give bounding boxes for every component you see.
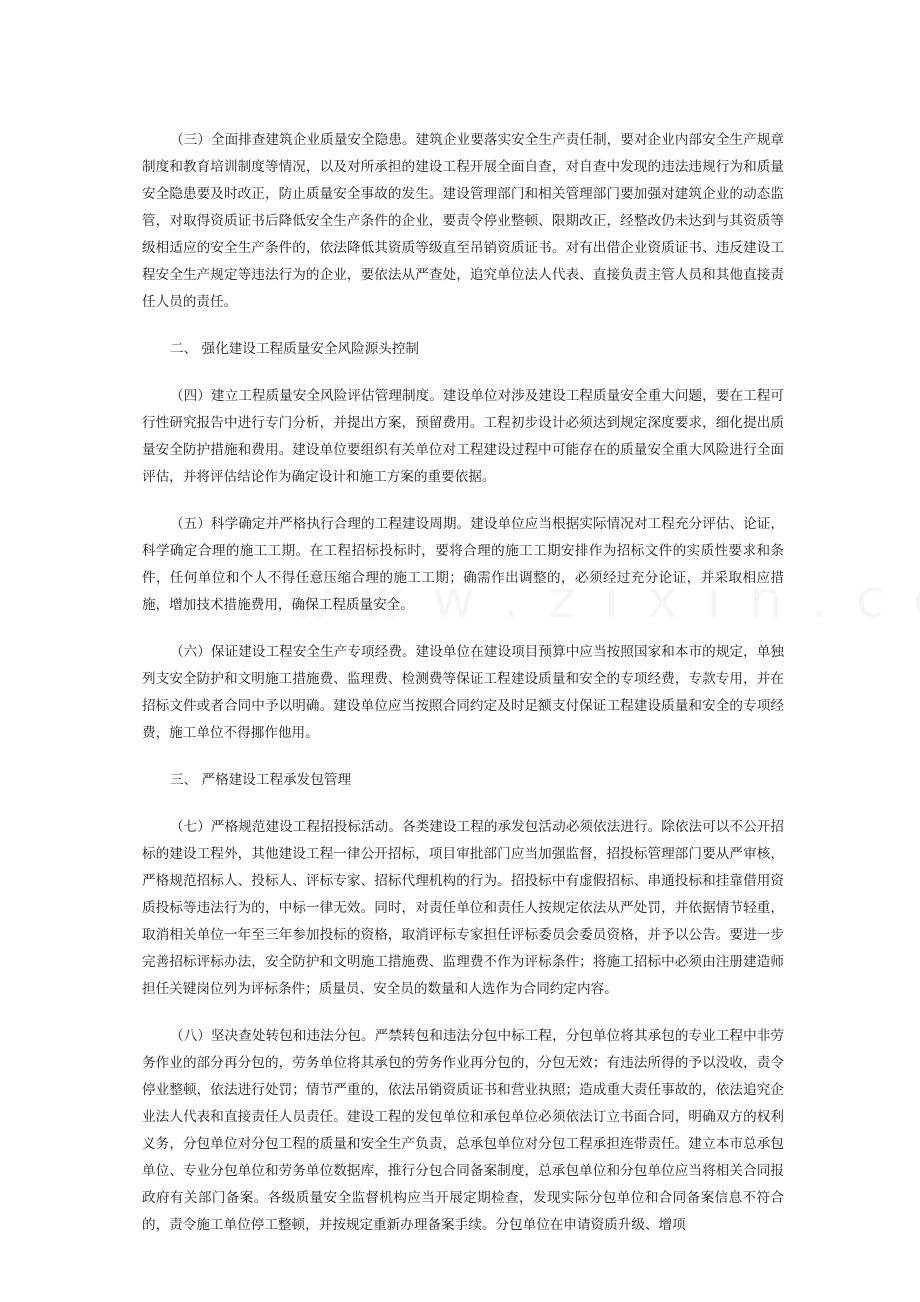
paragraph-7: （七）严格规范建设工程招投标活动。各类建设工程的承发包活动必须依法进行。除依法可以不公开招标的建设工程外，其他建设工程一律公开招标，项目审批部门应当加强监督，招投标管理部门要从严审核，严格规范招标人、投标人、评标专家、招标代理机构的行为。招投标中有虚假招标、串通投标和挂靠借用资质投标等违法行为的，中标一律无效。同时，对责任单位和责任人按规定依法从严处罚，并依据情节轻重，取消相关单位一年至三年参加投标的资格，取消评标专家担任评标委员会委员资格，并予以公告。要进一步完善招标评标办法，安全防护和文明施工措施费、监理费不作为评标条件；将施工招标中必须由注册建造师担任关键岗位列为评标条件；质量员、安全员的数量和人选作为合同约定内容。: [142, 819, 784, 997]
paragraph-3: （三）全面排查建筑企业质量安全隐患。建筑企业要落实安全生产责任制，要对企业内部安全生产规章制度和教育培训制度等情况，以及对所承担的建设工程开展全面自查，对自查中发现的违法违规行为和质量安全隐患要及时改正，防止质量安全事故的发生。建设管理部门和相关管理部门要加强对建筑企业的动态监管，对取得资质证书后降低安全生产条件的企业，要责令停业整顿、限期改正，经整改仍未达到与其资质等级相适应的安全生产条件的，依法降低其资质等级直至吊销资质证书。对有出借企业资质证书、违反建设工程安全生产规定等违法行为的企业，要依法从严查处，追究单位法人代表、直接负责主管人员和其他直接责任人员的责任。: [142, 132, 784, 310]
paragraph-4: （四）建立工程质量安全风险评估管理制度。建设单位对涉及建设工程质量安全重大问题，要在工程可行性研究报告中进行专门分析，并提出方案，预留费用。工程初步设计必须达到规定深度要求，细化提出质量安全防护措施和费用。建设单位要组织有关单位对工程建设过程中可能存在的质量安全重大风险进行全面评估，并将评估结论作为确定设计和施工方案的重要依据。: [142, 388, 784, 485]
paragraph-8: （八）坚决查处转包和违法分包。严禁转包和违法分包中标工程，分包单位将其承包的专业工程中非劳务作业的部分再分包的，劳务单位将其承包的劳务作业再分包的，分包无效；有违法所得的予以没收，责令停业整顿，依法进行处罚；情节严重的，依法吊销资质证书和营业执照；造成重大责任事故的，依法追究企业法人代表和直接责任人员责任。建设工程的发包单位和承包单位必须依法订立书面合同，明确双方的权利义务，分包单位对分包工程的质量和安全生产负责，总承包单位对分包工程承担连带责任。建立本市总承包单位、专业分包单位和劳务单位数据库，推行分包合同备案制度，总承包单位和分包单位应当将相关合同报政府有关部门备案。各级质量安全监督机构应当开展定期检查，发现实际分包单位和合同备案信息不符合的，责令施工单位停工整顿，并按规定重新办理备案手续。分包单位在申请资质升级、增项: [142, 1028, 784, 1233]
document-body: [142, 127, 784, 1259]
paragraph-6: （六）保证建设工程安全生产专项经费。建设单位在建设项目预算中应当按照国家和本市的规定，单独列支安全防护和文明施工措施费、监理费、检测费等保证工程建设质量和安全的专项经费，专款专用，并在招标文件或者合同中予以明确。建设单位应当按照合同约定及时足额支付保证工程建设质量和安全的专项经费，施工单位不得挪作他用。: [142, 644, 784, 741]
section-heading-2: 二、 强化建设工程质量安全风险源头控制: [170, 341, 420, 357]
paragraph-5: （五）科学确定并严格执行合理的工程建设周期。建设单位应当根据实际情况对工程充分评估、论证，科学确定合理的施工工期。在工程招标投标时，要将合理的施工工期安排作为招标文件的实质性要求和条件，任何单位和个人不得任意压缩合理的施工工期；确需作出调整的，必须经过充分论证，并采取相应措施，增加技术措施费用，确保工程质量安全。: [142, 516, 784, 613]
section-heading-3: 三、 严格建设工程承发包管理: [170, 772, 352, 788]
